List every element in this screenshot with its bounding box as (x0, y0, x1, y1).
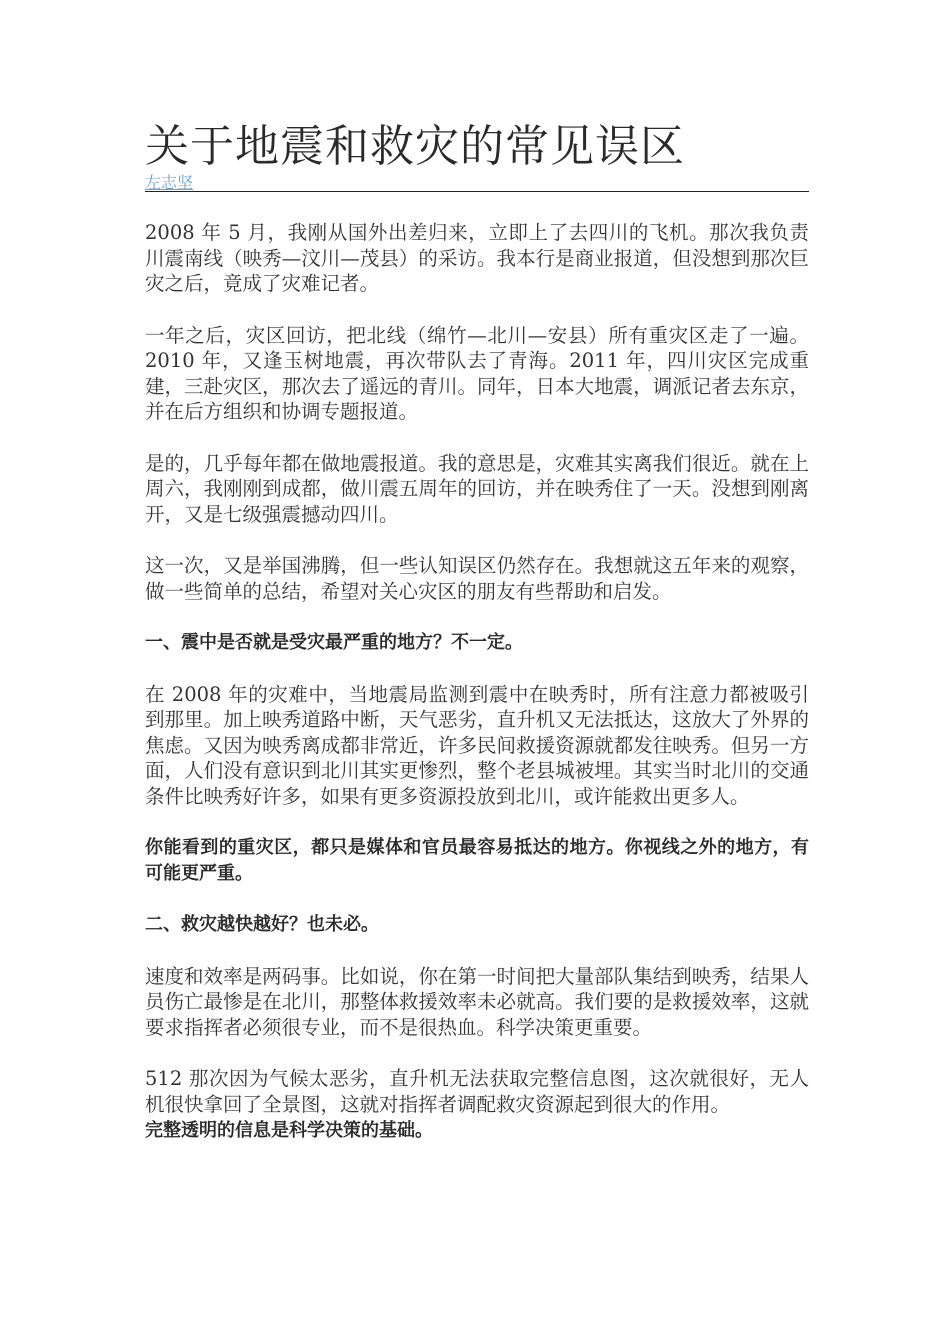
paragraph-1: 2008 年 5 月，我刚从国外出差归来，立即上了去四川的飞机。那次我负责川震南线（映秀—汶川—茂县）的采访。我本行是商业报道，但没想到那次巨灾之后，竟成了灾难记者。 (145, 221, 809, 295)
paragraph-2: 一年之后，灾区回访，把北线（绵竹—北川—安县）所有重灾区走了一遍。2010 年，又逢玉树地震，再次带队去了青海。2011 年，四川灾区完成重建，三赴灾区，那次去了遥远的青川。同年，日本大地震，调派记者去东京，并在后方组织和协调专题报道。 (145, 323, 809, 423)
title-divider (145, 191, 809, 192)
paragraph-6-emphasis: 你能看到的重灾区，都只是媒体和官员最容易抵达的地方。你视线之外的地方，有可能更严重。 (145, 837, 809, 884)
paragraph-7: 速度和效率是两码事。比如说，你在第一时间把大量部队集结到映秀，结果人员伤亡最惨是在北川，那整体救援效率未必就高。我们要的是救援效率，这就要求指挥者必须很专业，而不是很热血。科学决策更重要。 (145, 964, 809, 1039)
paragraph-3: 是的，几乎每年都在做地震报道。我的意思是，灾难其实离我们很近。就在上周六，我刚刚到成都，做川震五周年的回访，并在映秀住了一天。没想到刚离开，又是七级强震撼动四川。 (145, 451, 809, 526)
paragraph-4: 这一次，又是举国沸腾，但一些认知误区仍然存在。我想就这五年来的观察，做一些简单的总结，希望对关心灾区的朋友有些帮助和启发。 (145, 554, 809, 603)
paragraph-8-text: 512 那次因为气候太恶劣，直升机无法获取完整信息图，这次就很好，无人机很快拿回了全景图，这就对指挥者调配救灾资源起到很大的作用。 (145, 1067, 809, 1116)
section-heading-1: 一、震中是否就是受灾最严重的地方？不一定。 (145, 632, 523, 653)
paragraph-8 (145, 1066, 809, 1144)
author-link[interactable]: 左志坚 (145, 173, 194, 192)
article (145, 118, 809, 1170)
article-body (145, 220, 809, 1144)
paragraph-8-emphasis: 完整透明的信息是科学决策的基础。 (145, 1120, 433, 1141)
section-heading-2: 二、救灾越快越好？也未必。 (145, 914, 379, 935)
paragraph-5: 在 2008 年的灾难中，当地震局监测到震中在映秀时，所有注意力都被吸引到那里。加上映秀道路中断，天气恶劣，直升机又无法抵达，这放大了外界的焦虑。又因为映秀离成都非常近，许多民间救援资源就都发往映秀。但另一方面，人们没有意识到北川其实更惨烈，整个老县城被埋。其实当时北川的交通条件比映秀好许多，如果有更多资源投放到北川，或许能救出更多人。 (145, 682, 809, 808)
article-title: 关于地震和救灾的常见误区 (145, 121, 685, 172)
